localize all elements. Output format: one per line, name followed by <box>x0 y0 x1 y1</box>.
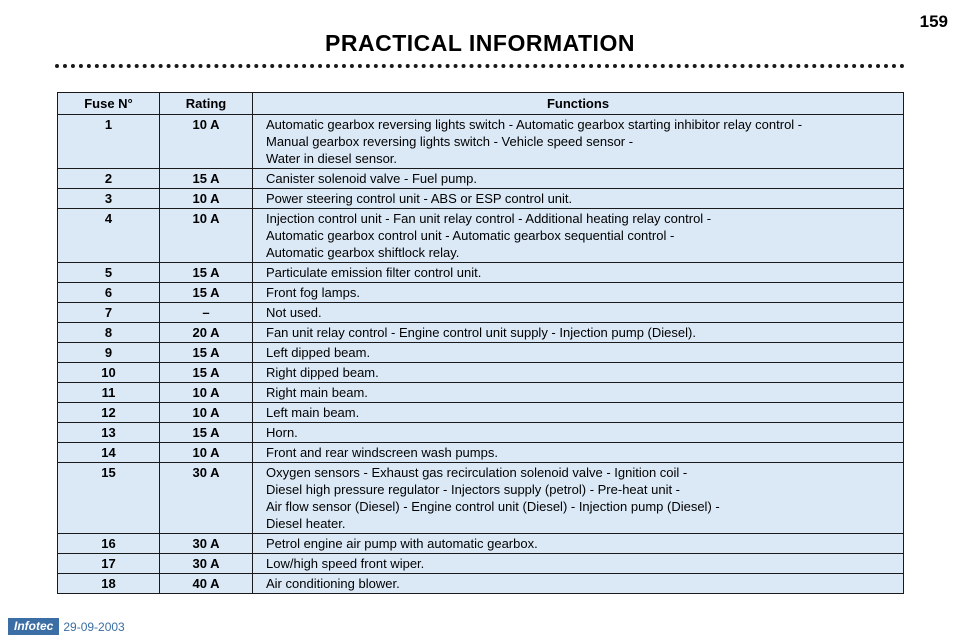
rating-cell: 10 A <box>160 115 253 169</box>
functions-cell <box>253 403 904 423</box>
rating-cell: 30 A <box>160 534 253 554</box>
function-line: Right dipped beam. <box>266 365 379 380</box>
function-line: Right main beam. <box>266 385 368 400</box>
footer <box>8 618 125 635</box>
functions-cell <box>253 263 904 283</box>
table-row <box>58 363 904 383</box>
table-row <box>58 283 904 303</box>
fuse-number-cell: 11 <box>58 383 160 403</box>
table-row <box>58 209 904 263</box>
functions-cell <box>253 283 904 303</box>
table-row <box>58 403 904 423</box>
functions-cell <box>253 323 904 343</box>
rating-cell: 15 A <box>160 263 253 283</box>
table-row <box>58 534 904 554</box>
function-line: Automatic gearbox control unit - Automatic gearbox sequential control - <box>266 228 675 243</box>
rating-cell: 10 A <box>160 403 253 423</box>
functions-cell <box>253 303 904 323</box>
header-rating: Rating <box>160 93 253 115</box>
function-line: Front fog lamps. <box>266 285 360 300</box>
footer-date: 29-09-2003 <box>63 619 125 634</box>
fuse-number-cell: 17 <box>58 554 160 574</box>
fuse-number-cell: 16 <box>58 534 160 554</box>
functions-cell <box>253 169 904 189</box>
table-row <box>58 169 904 189</box>
fuse-table <box>57 92 904 594</box>
rating-cell: 15 A <box>160 343 253 363</box>
function-line: Air conditioning blower. <box>266 576 400 591</box>
fuse-number-cell: 8 <box>58 323 160 343</box>
functions-cell <box>253 574 904 594</box>
rating-cell: 30 A <box>160 554 253 574</box>
function-line: Left main beam. <box>266 405 360 420</box>
table-row <box>58 443 904 463</box>
fuse-number-cell: 10 <box>58 363 160 383</box>
rating-cell: 10 A <box>160 209 253 263</box>
function-line: Water in diesel sensor. <box>266 151 398 166</box>
functions-cell <box>253 443 904 463</box>
fuse-number-cell: 7 <box>58 303 160 323</box>
header-fuse-number: Fuse N° <box>58 93 160 115</box>
fuse-number-cell: 9 <box>58 343 160 363</box>
rating-cell: 10 A <box>160 443 253 463</box>
functions-cell <box>253 189 904 209</box>
function-line: Canister solenoid valve - Fuel pump. <box>266 171 477 186</box>
table-row <box>58 463 904 534</box>
function-line: Petrol engine air pump with automatic gearbox. <box>266 536 538 551</box>
function-line: Low/high speed front wiper. <box>266 556 425 571</box>
fuse-number-cell: 15 <box>58 463 160 534</box>
function-line: Diesel heater. <box>266 516 346 531</box>
table-row <box>58 323 904 343</box>
rating-cell: 30 A <box>160 463 253 534</box>
rating-cell: 15 A <box>160 363 253 383</box>
function-line: Fan unit relay control - Engine control unit supply - Injection pump (Diesel). <box>266 325 696 340</box>
functions-cell <box>253 363 904 383</box>
table-row <box>58 423 904 443</box>
functions-cell <box>253 383 904 403</box>
rating-cell: 10 A <box>160 189 253 209</box>
table-row <box>58 574 904 594</box>
infotec-logo: Infotec <box>8 618 59 635</box>
function-line: Not used. <box>266 305 322 320</box>
table-row <box>58 383 904 403</box>
rating-cell: 40 A <box>160 574 253 594</box>
function-line: Injection control unit - Fan unit relay control - Additional heating relay control - <box>266 211 712 226</box>
function-line: Diesel high pressure regulator - Injectors supply (petrol) - Pre-heat unit - <box>266 482 681 497</box>
functions-cell <box>253 115 904 169</box>
functions-cell <box>253 554 904 574</box>
fuse-number-cell: 2 <box>58 169 160 189</box>
fuse-number-cell: 12 <box>58 403 160 423</box>
page-number: 159 <box>919 12 948 31</box>
table-row <box>58 189 904 209</box>
table-row <box>58 263 904 283</box>
table-row <box>58 343 904 363</box>
table-row <box>58 303 904 323</box>
functions-cell <box>253 343 904 363</box>
function-line: Automatic gearbox shiftlock relay. <box>266 245 460 260</box>
fuse-number-cell: 14 <box>58 443 160 463</box>
function-line: Air flow sensor (Diesel) - Engine control unit (Diesel) - Injection pump (Diesel) - <box>266 499 720 514</box>
function-line: Manual gearbox reversing lights switch - Vehicle speed sensor - <box>266 134 634 149</box>
fuse-table-body <box>58 115 904 594</box>
fuse-number-cell: 6 <box>58 283 160 303</box>
fuse-number-cell: 5 <box>58 263 160 283</box>
rating-cell: 20 A <box>160 323 253 343</box>
function-line: Left dipped beam. <box>266 345 371 360</box>
functions-cell <box>253 463 904 534</box>
function-line: Power steering control unit - ABS or ESP control unit. <box>266 191 573 206</box>
function-line: Oxygen sensors - Exhaust gas recirculation solenoid valve - Ignition coil - <box>266 465 688 480</box>
page-title: PRACTICAL INFORMATION <box>325 30 635 56</box>
table-row <box>58 554 904 574</box>
fuse-number-cell: 3 <box>58 189 160 209</box>
header-functions: Functions <box>253 93 904 115</box>
rating-cell: 15 A <box>160 423 253 443</box>
title-divider <box>55 64 905 68</box>
table-header-row <box>58 93 904 115</box>
fuse-number-cell: 13 <box>58 423 160 443</box>
functions-cell <box>253 423 904 443</box>
function-line: Automatic gearbox reversing lights switch - Automatic gearbox starting inhibitor relay control - <box>266 117 803 132</box>
table-row <box>58 115 904 169</box>
functions-cell <box>253 209 904 263</box>
fuse-number-cell: 18 <box>58 574 160 594</box>
function-line: Front and rear windscreen wash pumps. <box>266 445 498 460</box>
rating-cell: 15 A <box>160 169 253 189</box>
fuse-number-cell: 4 <box>58 209 160 263</box>
fuse-number-cell: 1 <box>58 115 160 169</box>
rating-cell: – <box>160 303 253 323</box>
function-line: Horn. <box>266 425 298 440</box>
rating-cell: 10 A <box>160 383 253 403</box>
functions-cell <box>253 534 904 554</box>
function-line: Particulate emission filter control unit. <box>266 265 482 280</box>
rating-cell: 15 A <box>160 283 253 303</box>
